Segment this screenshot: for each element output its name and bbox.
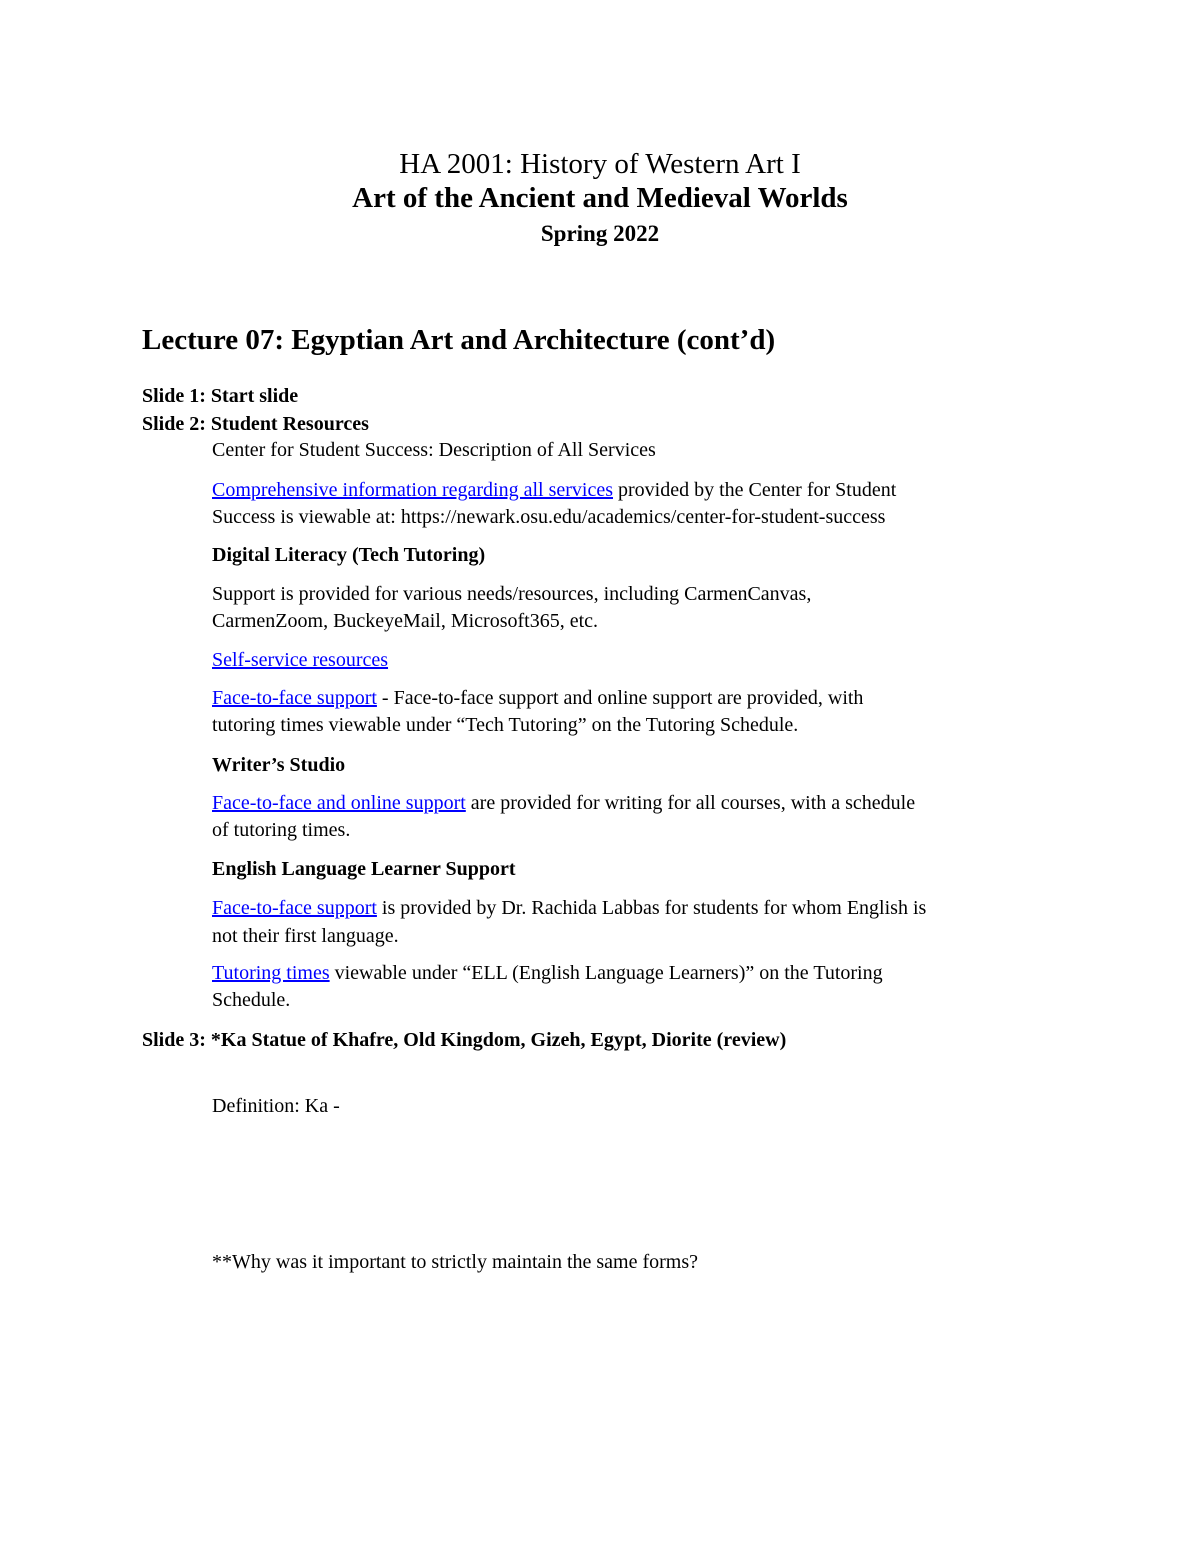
css-info-line-2: Success is viewable at: https://newark.osu.edu/academics/center-for-student-success: [212, 506, 886, 528]
css-info-text: provided by the Center for Student: [618, 479, 897, 501]
ell-support-line-2: not their first language.: [212, 925, 399, 947]
ell-tutoring-times-link[interactable]: Tutoring times: [212, 962, 330, 984]
slide1-line: [142, 384, 298, 408]
ka-definition: Definition: Ka -: [212, 1095, 340, 1117]
digital-literacy-heading: Digital Literacy (Tech Tutoring): [212, 544, 486, 566]
css-heading: Center for Student Success: Description of All Services: [212, 439, 656, 461]
tech-f2f-text: - Face-to-face support and online support are provided, with: [381, 687, 864, 709]
slide2-label: Slide 2:: [142, 413, 206, 435]
writers-studio-link[interactable]: Face-to-face and online support: [212, 792, 466, 814]
css-comprehensive-link[interactable]: Comprehensive information regarding all services: [212, 479, 613, 501]
slide3-label: Slide 3:: [142, 1029, 206, 1051]
course-term: Spring 2022: [540, 221, 660, 246]
ell-times-line-2: Schedule.: [212, 989, 291, 1011]
tech-f2f-line-1: [212, 686, 863, 710]
digital-literacy-text-1: Support is provided for various needs/resources, including CarmenCanvas,: [212, 583, 812, 605]
writers-studio-line-2: of tutoring times.: [212, 819, 351, 841]
digital-literacy-text-2: CarmenZoom, BuckeyeMail, Microsoft365, etc.: [212, 610, 599, 632]
forms-question: **Why was it important to strictly maintain the same forms?: [212, 1251, 699, 1273]
lecture-title: Lecture 07: Egyptian Art and Architecture (cont’d): [142, 324, 776, 356]
css-info-line-1: [212, 478, 896, 502]
writers-studio-heading: Writer’s Studio: [212, 754, 346, 776]
ell-support-line-1: [212, 896, 926, 920]
course-title: HA 2001: History of Western Art I: [399, 148, 801, 180]
writers-studio-text: are provided for writing for all courses, with a schedule: [470, 792, 916, 814]
self-service-line: [212, 648, 388, 672]
ell-heading: English Language Learner Support: [212, 858, 516, 880]
slide2-line: [142, 412, 369, 436]
ell-times-line-1: [212, 961, 883, 985]
ell-f2f-link[interactable]: Face-to-face support: [212, 897, 377, 919]
ell-times-text: viewable under “ELL (English Language Learners)” on the Tutoring: [334, 962, 883, 984]
ell-support-text: is provided by Dr. Rachida Labbas for students for whom English is: [381, 897, 927, 919]
slide2-title: Student Resources: [210, 413, 369, 435]
writers-studio-line-1: [212, 791, 915, 815]
slide3-title: *Ka Statue of Khafre, Old Kingdom, Gizeh, Egypt, Diorite (review): [210, 1029, 787, 1051]
slide1-title: Start slide: [210, 385, 299, 407]
tech-f2f-link[interactable]: Face-to-face support: [212, 687, 377, 709]
self-service-link[interactable]: Self-service resources: [212, 649, 389, 671]
tech-f2f-line-2: tutoring times viewable under “Tech Tutoring” on the Tutoring Schedule.: [212, 714, 799, 736]
course-subtitle: Art of the Ancient and Medieval Worlds: [352, 182, 848, 214]
slide1-label: Slide 1:: [142, 385, 206, 407]
slide3-line: [142, 1028, 786, 1052]
